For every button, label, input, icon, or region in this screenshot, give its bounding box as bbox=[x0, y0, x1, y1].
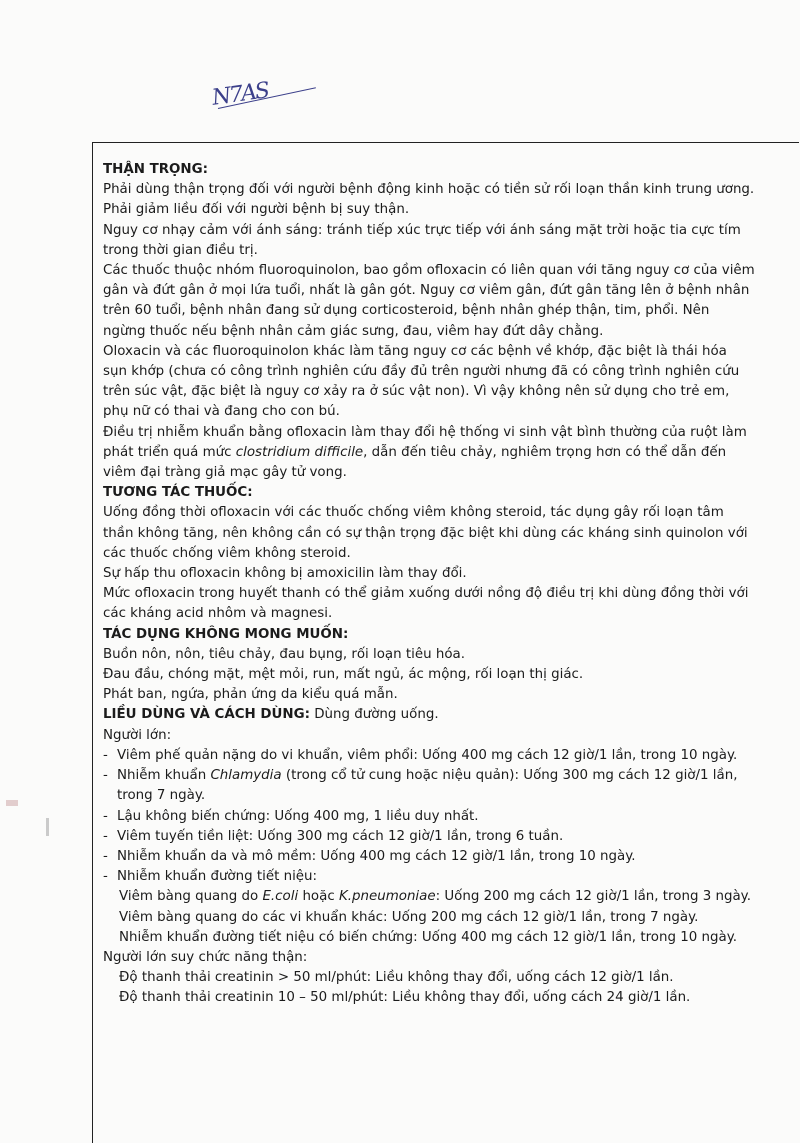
list-text bbox=[117, 766, 755, 806]
paragraph-cdiff bbox=[103, 423, 755, 484]
paragraph: Đau đầu, chóng mặt, mệt mỏi, run, mất ngủ, ác mộng, rối loạn thị giác. bbox=[103, 667, 584, 683]
renal-label: Người lớn suy chức năng thận: bbox=[103, 949, 308, 965]
paragraph: Mức ofloxacin trong huyết thanh có thể giảm xuống dưới nồng độ điều trị khi dùng đồng thời với các kháng acid nhôm và magnesi. bbox=[103, 586, 749, 622]
heading-lieu-dung-line bbox=[103, 705, 755, 725]
renal-item: Độ thanh thải creatinin 10 – 50 ml/phút: Liều không thay đổi, uống cách 24 giờ/1 lần. bbox=[119, 990, 691, 1006]
bullet-dash: - bbox=[103, 768, 108, 784]
paragraph: Các thuốc thuộc nhóm fluoroquinolon, bao gồm ofloxacin có liên quan với tăng nguy cơ của viêm gân và đứt gân ở mọi lứa tuổi, nhất là gân gót. Nguy cơ viêm gân, đứt gân tăng lên ở bệnh nhân trên 60 tuổi, bệnh nhân đang sử dụng corticosteroid, bệnh nhân ghép thận, tim, phổi. Nên ngừng thuốc nếu bệnh nhân cảm giác sưng, đau, viêm hay đứt dây chằng. bbox=[103, 263, 755, 339]
paragraph: Phải giảm liều đối với người bệnh bị suy thận. bbox=[103, 202, 410, 218]
bullet-dash: - bbox=[103, 848, 108, 864]
text: , dẫn đến tiêu chảy, nghiêm trọng hơn có thể dẫn đến viêm đại tràng giả mạc gây tử vong. bbox=[103, 444, 727, 481]
document-body bbox=[103, 160, 755, 1009]
list-item bbox=[103, 746, 755, 766]
heading-tuong-tac: TƯƠNG TÁC THUỐC: bbox=[103, 485, 253, 501]
bullet-dash: - bbox=[103, 747, 108, 763]
heading-than-trong: THẬN TRỌNG: bbox=[103, 162, 208, 177]
text: (trong cổ tử cung hoặc niệu quản): Uống 300 mg cách 12 giờ/1 lần, trong 7 ngày. bbox=[117, 768, 738, 804]
adult-label: Người lớn: bbox=[103, 727, 172, 743]
list-text: Viêm phế quản nặng do vi khuẩn, viêm phổi: Uống 400 mg cách 12 giờ/1 lần, trong 10 ngày. bbox=[117, 747, 738, 763]
paragraph: Nguy cơ nhạy cảm với ánh sáng: tránh tiếp xúc trực tiếp với ánh sáng mặt trời hoặc tia cực tím trong thời gian điều trị. bbox=[103, 222, 741, 258]
italic-term: E.coli bbox=[262, 889, 299, 905]
paragraph: Buồn nôn, nôn, tiêu chảy, đau bụng, rối loạn tiêu hóa. bbox=[103, 646, 465, 662]
text: hoặc bbox=[298, 889, 339, 905]
bullet-dash: - bbox=[103, 828, 108, 844]
renal-item: Độ thanh thải creatinin > 50 ml/phút: Liều không thay đổi, uống cách 12 giờ/1 lần. bbox=[119, 970, 674, 986]
text: Điều trị nhiễm khuẩn bằng ofloxacin làm thay đổi hệ thống vi sinh vật bình thường của ruột làm phát triển quá mức bbox=[103, 424, 747, 460]
text: Nhiễm khuẩn bbox=[117, 768, 211, 784]
heading-tac-dung: TÁC DỤNG KHÔNG MONG MUỐN: bbox=[103, 626, 349, 642]
bullet-dash: - bbox=[103, 869, 108, 885]
paragraph: Uống đồng thời ofloxacin với các thuốc chống viêm không steroid, tác dụng gây rối loạn tâm thần không tăng, nên không cần có sự thận trọng đặc biệt khi dùng các kháng sinh quinolon với các thuốc chống viêm không steroid. bbox=[103, 505, 748, 561]
paragraph: Phát ban, ngứa, phản ứng da kiểu quá mẫn. bbox=[103, 687, 398, 703]
text: Dùng đường uống. bbox=[309, 707, 439, 723]
list-text: Nhiễm khuẩn da và mô mềm: Uống 400 mg cách 12 giờ/1 lần, trong 10 ngày. bbox=[117, 848, 636, 864]
scan-speck bbox=[6, 800, 18, 806]
list-item bbox=[103, 766, 755, 806]
list-item bbox=[103, 807, 755, 827]
paragraph: Phải dùng thận trọng đối với người bệnh động kinh hoặc có tiền sử rối loạn thần kinh trung ương. bbox=[103, 182, 755, 198]
list-item bbox=[103, 867, 755, 887]
paragraph: Oloxacin và các fluoroquinolon khác làm tăng nguy cơ các bệnh về khớp, đặc biệt là thái hóa sụn khớp (chưa có công trình nghiên cứu đầy đủ trên người nhưng đã có công trình nghiên cứu trên súc vật, đặc biệt là nguy cơ xảy ra ở súc vật non). Vì vậy không nên sử dụng cho trẻ em, phụ nữ có thai và đang cho con bú. bbox=[103, 343, 740, 420]
list-text: Nhiễm khuẩn đường tiết niệu: bbox=[117, 869, 318, 885]
handwritten-mark: N7AS bbox=[210, 78, 270, 111]
list-item bbox=[103, 847, 755, 867]
sub-item: Viêm bàng quang do các vi khuẩn khác: Uống 200 mg cách 12 giờ/1 lần, trong 7 ngày. bbox=[119, 909, 699, 925]
paragraph: Sự hấp thu ofloxacin không bị amoxicilin làm thay đổi. bbox=[103, 566, 467, 582]
italic-term: clostridium difficile bbox=[235, 444, 364, 460]
heading-lieu-dung: LIỀU DÙNG VÀ CÁCH DÙNG: bbox=[103, 707, 310, 723]
text: : Uống 200 mg cách 12 giờ/1 lần, trong 3 ngày. bbox=[435, 889, 751, 905]
list-text: Lậu không biến chứng: Uống 400 mg, 1 liều duy nhất. bbox=[117, 808, 479, 824]
list-item bbox=[103, 827, 755, 847]
sub-item: Nhiễm khuẩn đường tiết niệu có biến chứng: Uống 400 mg cách 12 giờ/1 lần, trong 10 ngày. bbox=[119, 929, 737, 945]
italic-term: Chlamydia bbox=[210, 768, 282, 784]
text: Viêm bàng quang do bbox=[119, 889, 263, 905]
scan-speck bbox=[46, 818, 49, 836]
bullet-dash: - bbox=[103, 808, 108, 824]
italic-term: K.pneumoniae bbox=[338, 889, 436, 905]
sub-item-ecoli bbox=[103, 887, 755, 907]
list-text: Viêm tuyến tiền liệt: Uống 300 mg cách 12 giờ/1 lần, trong 6 tuần. bbox=[117, 828, 564, 844]
